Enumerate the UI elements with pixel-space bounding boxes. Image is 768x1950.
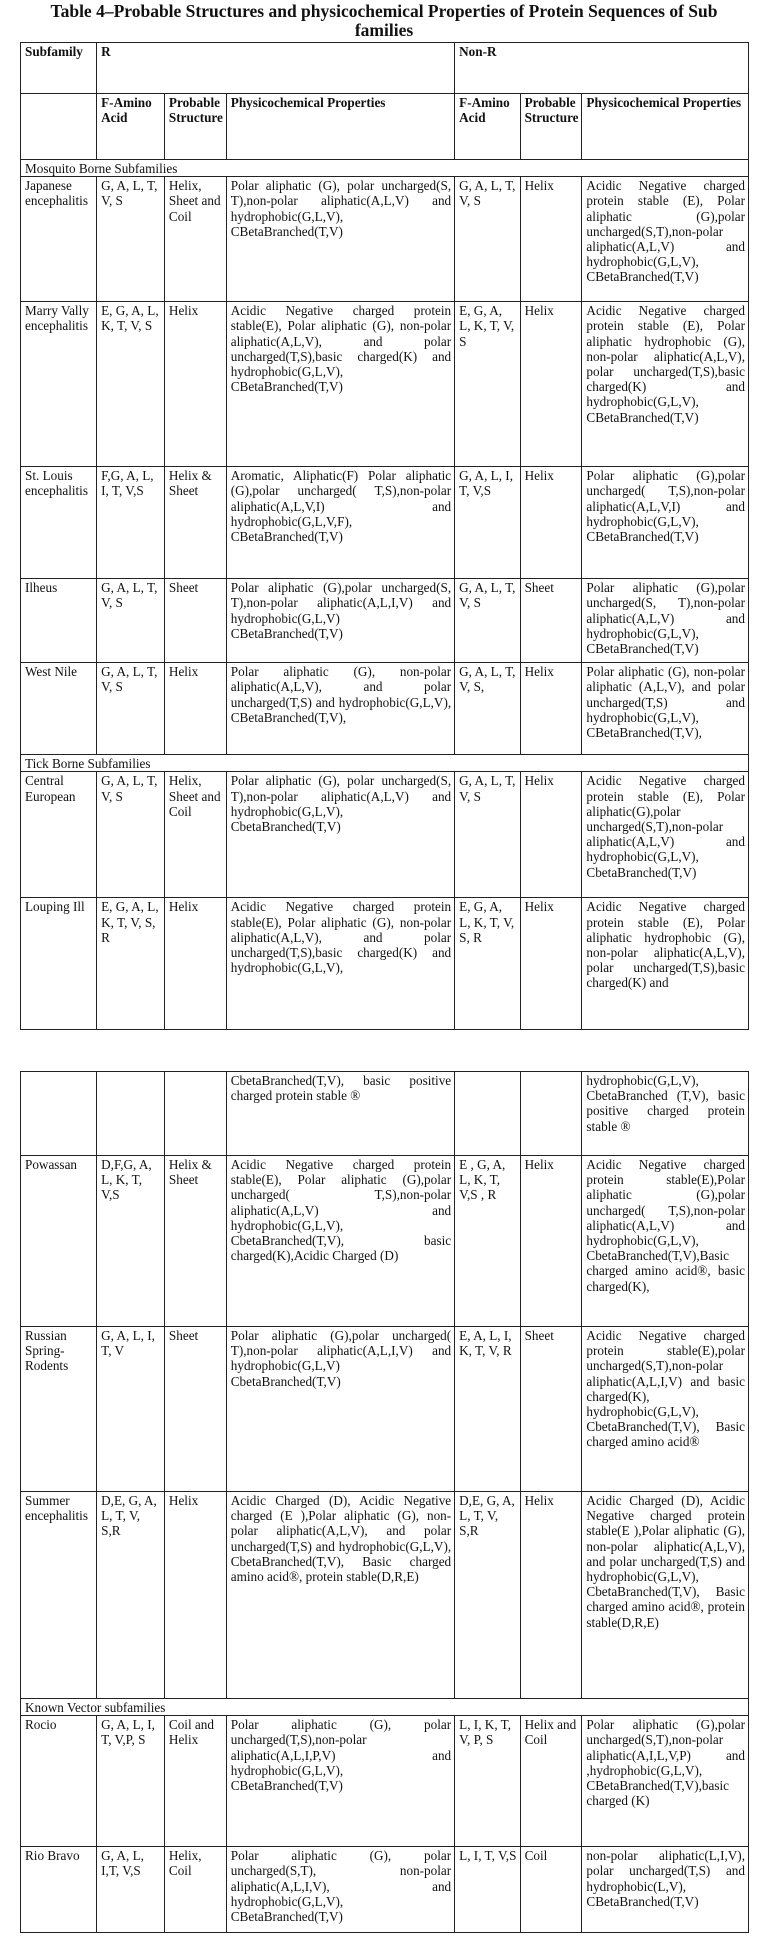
subfamily-name: Summer encephalitis <box>21 1492 97 1699</box>
subfamily-name: Rio Bravo <box>21 1847 97 1933</box>
nonr-properties: Acidic Negative charged protein stable(E),Polar aliphatic (G),polar uncharged( T,S),non-polar aliphatic(A,L,V) and hydrophobic(G,L,V), CbetaBranched(T,V),Basic charged amino acid®, basic charged(K), <box>582 1156 749 1327</box>
r-probable-structure-header: Probable Structure <box>164 94 226 160</box>
subfamily-name: Ilheus <box>21 579 97 663</box>
nonr-structure: Helix <box>520 772 582 898</box>
table-row <box>21 772 749 898</box>
r-structure: Helix <box>164 663 226 755</box>
section-row-known-vector <box>21 1699 749 1716</box>
r-amino-acids: F,G, A, L, I, T, V,S <box>97 467 165 579</box>
table-row <box>21 663 749 755</box>
nonr-amino-acids: G, A, L, T, V, S <box>455 177 520 302</box>
section-label-tick: Tick Borne Subfamilies <box>21 755 749 772</box>
table-row <box>21 177 749 302</box>
nonr-properties: Acidic Negative charged protein stable (E), Polar aliphatic hydrophobic (G), non-polar aliphatic(A,L,V), polar uncharged(T,S),basic charged(K) and hydrophobic(G,L,V), CBetaBranched(T,V) <box>582 302 749 467</box>
subfamily-name: Powassan <box>21 1156 97 1327</box>
table-title: Table 4–Probable Structures and physicochemical Properties of Protein Sequences of Sub families <box>50 1 718 40</box>
r-amino-acids: G, A, L, T, V, S <box>97 177 165 302</box>
r-properties-continued: CbetaBranched(T,V), basic positive charged protein stable ® <box>226 1072 454 1156</box>
subfamily-name: Marry Vally encephalitis <box>21 302 97 467</box>
nonr-properties: Polar aliphatic (G),polar uncharged( T,S),non-polar aliphatic(A,L,V,I) and hydrophobic(G,L,V), CBetaBranched(T,V) <box>582 467 749 579</box>
r-amino-acids: G, A, L, I,T, V,S <box>97 1847 165 1933</box>
subfamily-name: Louping Ill <box>21 898 97 1030</box>
r-properties: Acidic Charged (D), Acidic Negative charged (E ),Polar aliphatic (G), non-polar aliphatic(A,L,V), and polar uncharged(T,S) and hydrophobic(G,L,V), CbetaBranched(T,V), Basic charged amino acid®, protein stable(D,R,E) <box>226 1492 454 1699</box>
nonr-structure: Sheet <box>520 1327 582 1492</box>
nonr-properties: Polar aliphatic (G),polar uncharged(S,T),non-polar aliphatic(A,I,L,V,P) and ,hydrophobic(G,L,V), CBetaBranched(T,V),basic charged (K) <box>582 1716 749 1847</box>
nonr-properties: Acidic Charged (D), Acidic Negative charged protein stable(E ),Polar aliphatic (G), non-polar aliphatic(A,L,V), and polar uncharged(T,S) and hydrophobic(G,L,V), CbetaBranched(T,V), Basic charged amino acid®, protein stable(D,R,E) <box>582 1492 749 1699</box>
nonr-amino-acids: E, A, L, I, K, T, V, R <box>455 1327 520 1492</box>
subfamily-name: West Nile <box>21 663 97 755</box>
r-properties: Acidic Negative charged protein stable(E), Polar aliphatic (G), non-polar aliphatic(A,L,V), and polar uncharged(T,S),basic charged(K) and hydrophobic(G,L,V), CBetaBranched(T,V) <box>226 302 454 467</box>
nonr-amino-acids: G, A, L, I, T, V,S <box>455 467 520 579</box>
nonr-structure: Helix <box>520 663 582 755</box>
table-row <box>21 1716 749 1847</box>
nonr-properties: Acidic Negative charged protein stable (E), Polar aliphatic hydrophobic (G), non-polar aliphatic(A,L,V), polar uncharged(T,S),basic charged(K) and <box>582 898 749 1030</box>
r-properties: Polar aliphatic (G), polar uncharged(S, T),non-polar aliphatic(A,L,V) and hydrophobic(G,L,V), CbetaBranched(T,V) <box>226 772 454 898</box>
r-structure: Coil and Helix <box>164 1716 226 1847</box>
nonr-properties: Polar aliphatic (G), non-polar aliphatic (A,L,V), and polar uncharged(T,S) and hydrophobic(G,L,V), CBetaBranched(T,V), <box>582 663 749 755</box>
r-structure: Helix & Sheet <box>164 1156 226 1327</box>
r-amino-acids: D,F,G, A, L, K, T, V,S <box>97 1156 165 1327</box>
nonr-amino-acids: G, A, L, T, V, S <box>455 772 520 898</box>
r-properties: Aromatic, Aliphatic(F) Polar aliphatic (G),polar uncharged( T,S),non-polar aliphatic(A,L,V,I) and hydrophobic(G,L,V,F), CBetaBranched(T,V) <box>226 467 454 579</box>
properties-table-part-2 <box>20 1071 749 1933</box>
table-row <box>21 467 749 579</box>
nonr-structure: Coil <box>520 1847 582 1933</box>
r-properties: Acidic Negative charged protein stable(E), Polar aliphatic (G),polar uncharged( T,S),non-polar aliphatic(A,L,V) and hydrophobic(G,L,V), CbetaBranched(T,V), basic charged(K),Acidic Charged (D) <box>226 1156 454 1327</box>
r-properties: Polar aliphatic (G), non-polar aliphatic(A,L,V), and polar uncharged(T,S) and hydrophobic(G,L,V), CBetaBranched(T,V), <box>226 663 454 755</box>
subfamily-name: Russian Spring-Rodents <box>21 1327 97 1492</box>
nonr-properties-continued: hydrophobic(G,L,V), CbetaBranched (T,V), basic positive charged protein stable ® <box>582 1072 749 1156</box>
section-label-known-vector: Known Vector subfamilies <box>21 1699 749 1716</box>
nonr-physicochemical-header: Physicochemical Properties <box>582 94 749 160</box>
r-structure: Helix, Sheet and Coil <box>164 772 226 898</box>
table-row <box>21 898 749 1030</box>
section-row-mosquito <box>21 160 749 177</box>
nonr-properties: Acidic Negative charged protein stable(E),polar uncharged(S,T),non-polar aliphatic(A,L,I,V) and basic charged(K), hydrophobic(G,L,V), CbetaBranched(T,V), Basic charged amino acid® <box>582 1327 749 1492</box>
table-row <box>21 1847 749 1933</box>
r-structure: Sheet <box>164 579 226 663</box>
nonr-structure: Helix <box>520 1156 582 1327</box>
r-amino-acids: E, G, A, L, K, T, V, S <box>97 302 165 467</box>
blank-cell <box>97 1072 165 1156</box>
r-structure: Helix & Sheet <box>164 467 226 579</box>
nonr-structure: Helix <box>520 177 582 302</box>
r-f-amino-acid-header: F-Amino Acid <box>97 94 165 160</box>
subfamily-name: Rocio <box>21 1716 97 1847</box>
r-structure: Helix, Sheet and Coil <box>164 177 226 302</box>
table-row <box>21 1327 749 1492</box>
r-amino-acids: E, G, A, L, K, T, V, S, R <box>97 898 165 1030</box>
nonr-structure: Helix <box>520 467 582 579</box>
subfamily-name: Central European <box>21 772 97 898</box>
r-amino-acids: G, A, L, I, T, V <box>97 1327 165 1492</box>
nonr-amino-acids: L, I, T, V,S <box>455 1847 520 1933</box>
r-amino-acids: G, A, L, T, V, S <box>97 579 165 663</box>
section-label-mosquito: Mosquito Borne Subfamilies <box>21 160 749 177</box>
r-structure: Sheet <box>164 1327 226 1492</box>
properties-table-part-1 <box>20 42 749 1030</box>
r-group-header: R <box>97 43 455 94</box>
blank-cell <box>455 1072 520 1156</box>
nonr-amino-acids: E, G, A, L, K, T, V, S, R <box>455 898 520 1030</box>
nonr-structure: Helix <box>520 302 582 467</box>
nonr-group-header: Non-R <box>455 43 749 94</box>
nonr-properties: non-polar aliphatic(L,I,V), polar uncharged(T,S) and hydrophobic(L,V), CBetaBranched(T,V) <box>582 1847 749 1933</box>
nonr-f-amino-acid-header: F-Amino Acid <box>455 94 520 160</box>
table-row <box>21 579 749 663</box>
blank-cell <box>520 1072 582 1156</box>
nonr-properties: Acidic Negative charged protein stable (E), Polar aliphatic (G),polar uncharged(S,T),non-polar aliphatic(A,L,V) and hydrophobic(G,L,V), CBetaBranched(T,V) <box>582 177 749 302</box>
nonr-amino-acids: G, A, L, T, V, S, <box>455 663 520 755</box>
nonr-structure: Helix <box>520 898 582 1030</box>
r-amino-acids: G, A, L, T, V, S <box>97 663 165 755</box>
table-row <box>21 302 749 467</box>
r-properties: Polar aliphatic (G),polar uncharged(S, T),non-polar aliphatic(A,L,I,V) and hydrophobic(G,L,V) CBetaBranched(T,V) <box>226 579 454 663</box>
table-row <box>21 1156 749 1327</box>
r-amino-acids: D,E, G, A, L, T, V, S,R <box>97 1492 165 1699</box>
r-structure: Helix <box>164 1492 226 1699</box>
r-properties: Polar aliphatic (G),polar uncharged( T),non-polar aliphatic(A,L,I,V) and hydrophobic(G,L,V) CbetaBranched(T,V) <box>226 1327 454 1492</box>
r-structure: Helix, Coil <box>164 1847 226 1933</box>
nonr-structure: Helix <box>520 1492 582 1699</box>
r-properties: Acidic Negative charged protein stable(E), Polar aliphatic (G), non-polar aliphatic(A,L,V), and polar uncharged(T,S),basic charged(K) and hydrophobic(G,L,V), <box>226 898 454 1030</box>
nonr-properties: Acidic Negative charged protein stable (E), Polar aliphatic(G),polar uncharged(S,T),non-polar aliphatic(A,L,V) and hydrophobic(G,L,V), CbetaBranched(T,V) <box>582 772 749 898</box>
blank-cell <box>164 1072 226 1156</box>
continuation-row <box>21 1072 749 1156</box>
column-header-row <box>21 94 749 160</box>
blank-cell <box>21 1072 97 1156</box>
nonr-structure: Sheet <box>520 579 582 663</box>
subfamily-name: Japanese encephalitis <box>21 177 97 302</box>
nonr-amino-acids: D,E, G, A, L, T, V, S,R <box>455 1492 520 1699</box>
nonr-amino-acids: E, G, A, L, K, T, V, S <box>455 302 520 467</box>
table-row <box>21 1492 749 1699</box>
r-structure: Helix <box>164 302 226 467</box>
subfamily-name: St. Louis encephalitis <box>21 467 97 579</box>
subfamily-header: Subfamily <box>21 43 97 94</box>
nonr-properties: Polar aliphatic (G),polar uncharged(S, T),non-polar aliphatic(A,L,V) and hydrophobic(G,L,V), CBetaBranched(T,V) <box>582 579 749 663</box>
r-properties: Polar aliphatic (G), polar uncharged(S,T), non-polar aliphatic(A,L,I,V), and hydrophobic(G,L,V), CBetaBranched(T,V) <box>226 1847 454 1933</box>
group-header-row <box>21 43 749 94</box>
r-structure: Helix <box>164 898 226 1030</box>
r-amino-acids: G, A, L, T, V, S <box>97 772 165 898</box>
nonr-amino-acids: L, I, K, T, V, P, S <box>455 1716 520 1847</box>
r-physicochemical-header: Physicochemical Properties <box>226 94 454 160</box>
r-properties: Polar aliphatic (G), polar uncharged(T,S),non-polar aliphatic(A,L,I,P,V) and hydrophobic(G,L,V), CBetaBranched(T,V) <box>226 1716 454 1847</box>
nonr-amino-acids: G, A, L, T, V, S <box>455 579 520 663</box>
nonr-amino-acids: E , G, A, L, K, T, V,S , R <box>455 1156 520 1327</box>
nonr-structure: Helix and Coil <box>520 1716 582 1847</box>
r-properties: Polar aliphatic (G), polar uncharged(S, T),non-polar aliphatic(A,L,V) and hydrophobic(G,L,V), CBetaBranched(T,V) <box>226 177 454 302</box>
nonr-probable-structure-header: Probable Structure <box>520 94 582 160</box>
blank-header-cell <box>21 94 97 160</box>
r-amino-acids: G, A, L, I, T, V,P, S <box>97 1716 165 1847</box>
section-row-tick <box>21 755 749 772</box>
